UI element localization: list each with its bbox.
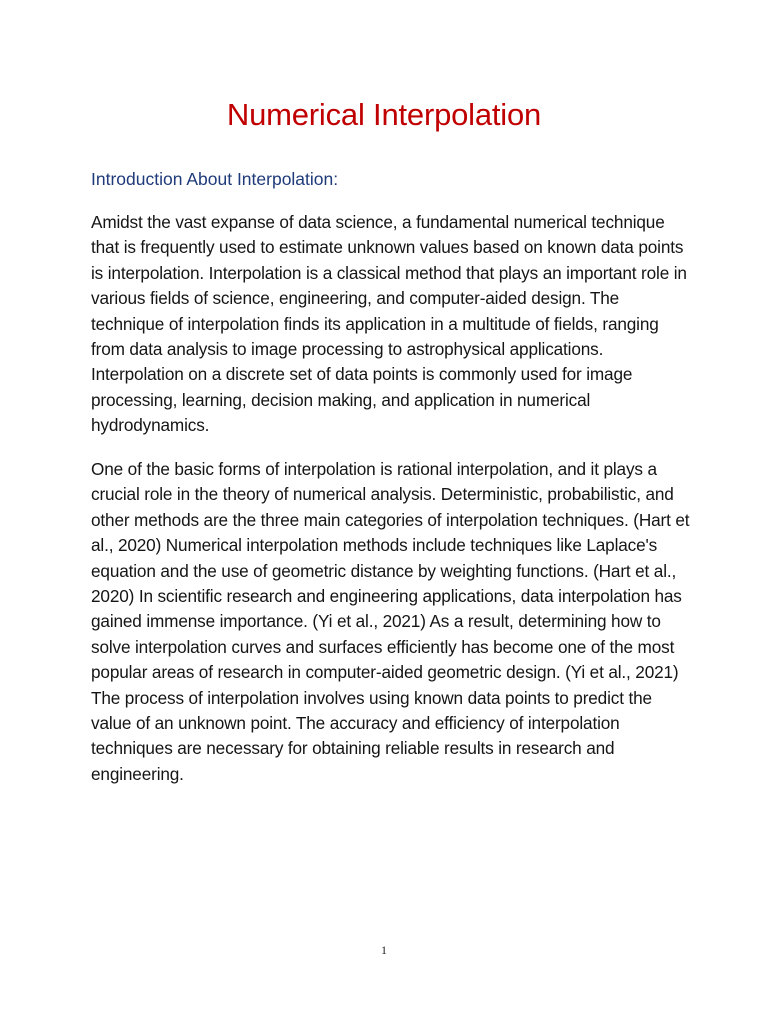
section-heading: Introduction About Interpolation: [91, 169, 339, 189]
body-paragraph-2: One of the basic forms of interpolation is rational interpolation, and it plays a crucial role in the theory of numerical analysis. Deterministic, probabilistic, and other methods are the three main categories of interpolation techniques. (Hart et al., 2020) Numerical interpolation methods include techniques like Laplace's equation and the use of geometric distance by weighting functions. (Hart et al., 2020) In scientific research and engineering applications, data interpolation has gained immense importance. (Yi et al., 2021) As a result, determining how to solve interpolation curves and surfaces efficiently has become one of the most popular areas of research in computer-aided geometric design. (Yi et al., 2021) The process of interpolation involves using known data points to predict the value of an unknown point. The accuracy and efficiency of interpolation techniques are necessary for obtaining reliable results in research and engineering. [91, 459, 690, 784]
body-paragraph-1: Amidst the vast expanse of data science, a fundamental numerical technique that is frequently used to estimate unknown values based on known data points is interpolation. Interpolation is a classical method that plays an important role in various fields of science, engineering, and computer-aided design. The technique of interpolation finds its application in a multitude of fields, ranging from data analysis to image processing to astrophysical applications. Interpolation on a discrete set of data points is commonly used for image processing, learning, decision making, and application in numerical hydrodynamics. [91, 212, 687, 436]
page-number: 1 [381, 943, 387, 957]
document-title: Numerical Interpolation [226, 97, 542, 132]
